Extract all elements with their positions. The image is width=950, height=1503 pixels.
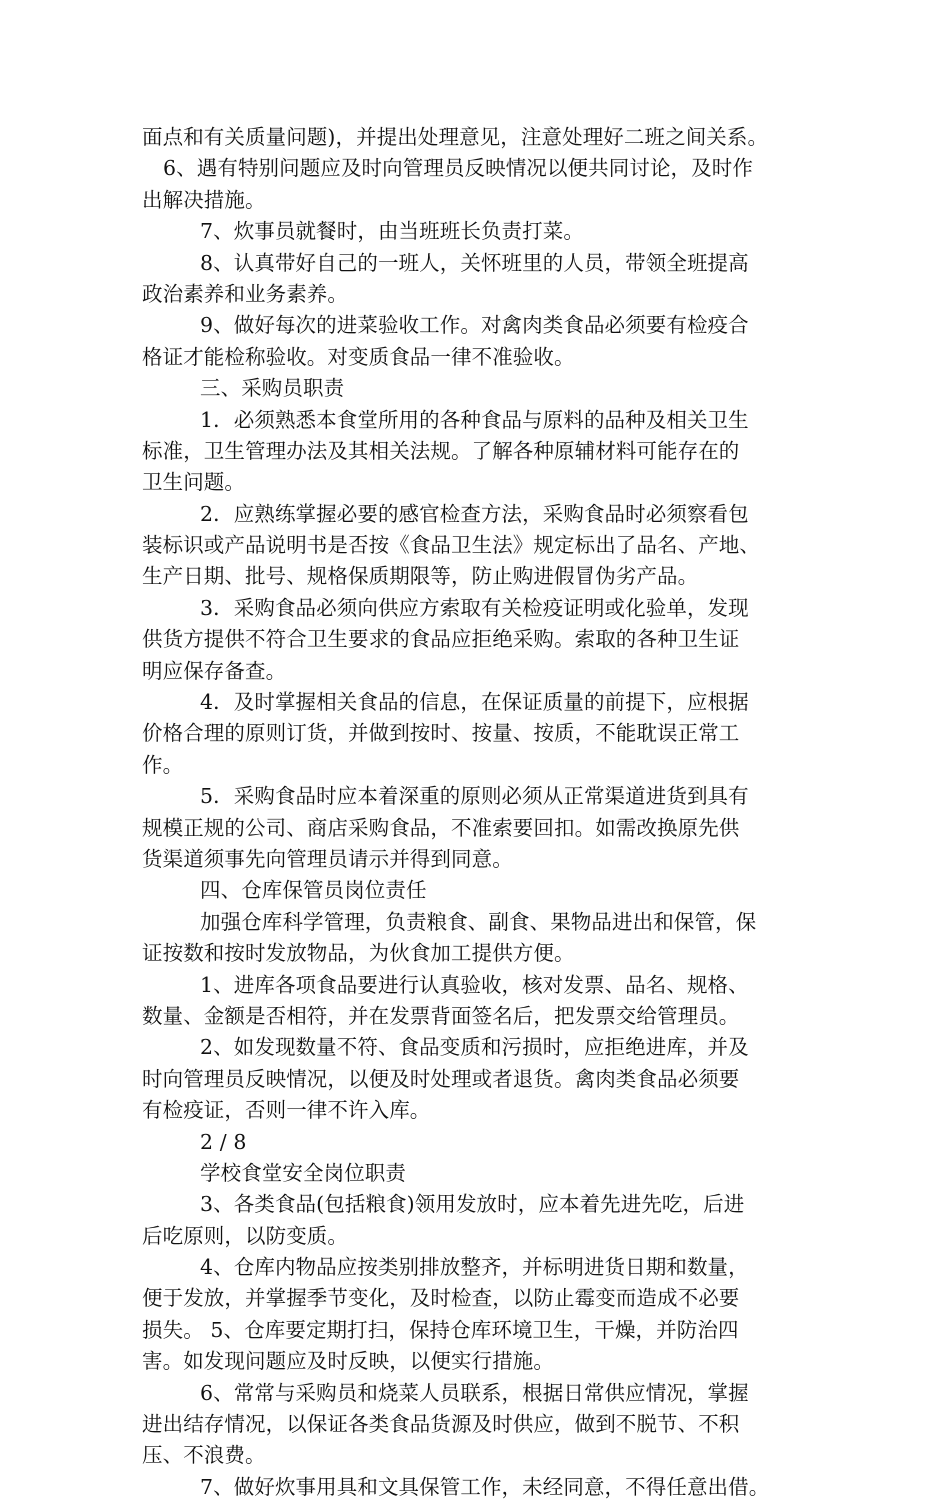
text-line: 6、常常与采购员和烧菜人员联系，根据日常供应情况，掌握 (200, 1380, 749, 1405)
text-line: 货渠道须事先向管理员请示并得到同意。 (142, 846, 513, 871)
text-line: 学校食堂安全岗位职责 (200, 1160, 406, 1185)
text-line: 8、认真带好自己的一班人，关怀班里的人员，带领全班提高 (200, 250, 749, 275)
text-line: 价格合理的原则订货，并做到按时、按量、按质，不能耽误正常工 (142, 721, 740, 746)
text-line: 5．采购食品时应本着深重的原则必须从正常渠道进货到具有 (200, 784, 749, 809)
text-line: 便于发放，并掌握季节变化，及时检查，以防止霉变而造成不必要 (142, 1286, 740, 1311)
text-line: 数量、金额是否相符，并在发票背面签名后，把发票交给管理员。 (142, 1003, 740, 1028)
text-line: 生产日期、批号、规格保质期限等，防止购进假冒伪劣产品。 (142, 564, 699, 589)
text-line: 供货方提供不符合卫生要求的食品应拒绝采购。索取的各种卫生证 (142, 627, 740, 652)
text-line: 9、做好每次的进菜验收工作。对禽肉类食品必须要有检疫合 (200, 313, 749, 338)
text-line: 压、不浪费。 (142, 1443, 266, 1468)
text-line: 卫生问题。 (142, 470, 245, 495)
text-line: 有检疫证，否则一律不许入库。 (142, 1098, 431, 1123)
text-line: 2．应熟练掌握必要的感官检查方法，采购食品时必须察看包 (200, 501, 749, 526)
text-line: 6、遇有特别问题应及时向管理员反映情况以便共同讨论，及时作 (163, 156, 753, 181)
text-line: 证按数和按时发放物品，为伙食加工提供方便。 (142, 941, 575, 966)
text-line: 1．必须熟悉本食堂所用的各种食品与原料的品种及相关卫生 (200, 407, 749, 432)
text-line: 加强仓库科学管理，负责粮食、副食、果物品进出和保管，保 (200, 909, 757, 934)
text-line: 1、进库各项食品要进行认真验收，核对发票、品名、规格、 (200, 972, 749, 997)
text-line: 害。如发现问题应及时反映，以便实行措施。 (142, 1349, 554, 1374)
text-line: 2 / 8 (200, 1129, 247, 1154)
text-line: 进出结存情况，以保证各类食品货源及时供应，做到不脱节、不积 (142, 1412, 740, 1437)
text-line: 后吃原则，以防变质。 (142, 1223, 348, 1248)
text-line: 7、做好炊事用具和文具保管工作，未经同意，不得任意出借。 (200, 1474, 770, 1499)
document-page (142, 122, 814, 1503)
text-line: 4．及时掌握相关食品的信息，在保证质量的前提下，应根据 (200, 690, 749, 715)
text-line: 明应保存备查。 (142, 658, 287, 683)
text-line: 7、炊事员就餐时，由当班班长负责打菜。 (200, 219, 584, 244)
text-line: 作。 (142, 752, 184, 777)
text-line: 规模正规的公司、商店采购食品，不准索要回扣。如需改换原先供 (142, 815, 740, 840)
text-line: 3．采购食品必须向供应方索取有关检疫证明或化验单，发现 (200, 595, 749, 620)
text-line: 三、采购员职责 (200, 376, 345, 401)
text-line: 面点和有关质量问题)，并提出处理意见，注意处理好二班之间关系。 (142, 125, 769, 149)
text-line: 2、如发现数量不符、食品变质和污损时，应拒绝进库，并及 (200, 1035, 749, 1060)
text-line: 3、各类食品(包括粮食)领用发放时，应本着先进先吃，后进 (200, 1192, 745, 1217)
text-line: 出解决措施。 (142, 187, 266, 212)
text-line: 4、仓库内物品应按类别排放整齐，并标明进货日期和数量， (200, 1255, 749, 1280)
text-line: 损失。 5、仓库要定期打扫，保持仓库环境卫生，干燥，并防治四 (142, 1317, 739, 1342)
text-line: 时向管理员反映情况，以便及时处理或者退货。禽肉类食品必须要 (142, 1066, 740, 1091)
text-line: 政治素养和业务素养。 (142, 281, 348, 306)
text-line: 装标识或产品说明书是否按《食品卫生法》规定标出了品名、产地、 (142, 533, 760, 558)
text-line: 标准，卫生管理办法及其相关法规。了解各种原辅材料可能存在的 (142, 438, 740, 463)
text-line: 四、仓库保管员岗位责任 (200, 878, 427, 903)
text-line: 格证才能检称验收。对变质食品一律不准验收。 (142, 344, 575, 369)
